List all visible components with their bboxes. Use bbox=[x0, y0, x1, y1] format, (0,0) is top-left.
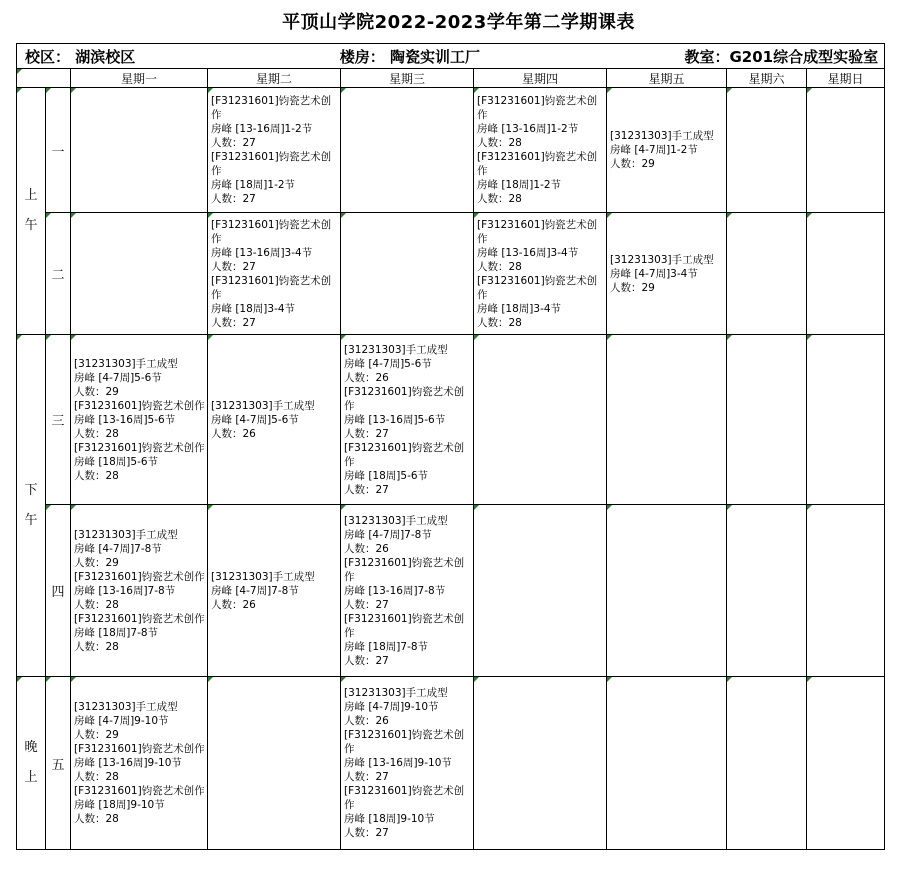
course-line: 房峰 [18周]3-4节 bbox=[477, 302, 562, 315]
course-line: [F31231601]钧瓷艺术创作 bbox=[74, 441, 205, 454]
course-line: 房峰 [18周]7-8节 bbox=[344, 640, 429, 653]
course-line: 人数：29 bbox=[610, 281, 655, 294]
course-line: [31231303]手工成型 bbox=[610, 130, 714, 142]
course-line: 人数：27 bbox=[211, 193, 256, 205]
course-line: [F31231601]钧瓷艺术创作 bbox=[344, 385, 465, 412]
course-line: 房峰 [18周]3-4节 bbox=[211, 302, 296, 315]
cell-s4-mon bbox=[71, 505, 208, 677]
course-line: 人数：28 bbox=[74, 427, 119, 440]
course-line: [F31231601]钧瓷艺术创作 bbox=[344, 785, 465, 811]
cell-s4-thu bbox=[474, 505, 607, 677]
course-line: 人数：27 bbox=[211, 316, 256, 329]
course-line: 人数：27 bbox=[344, 427, 389, 440]
section-label-3: 三 bbox=[46, 335, 71, 505]
day-header-tue: 星期二 bbox=[208, 69, 341, 88]
course-line: 房峰 [13-16周]3-4节 bbox=[477, 246, 579, 259]
cell-s5-thu bbox=[474, 677, 607, 850]
course-line: 人数：26 bbox=[211, 598, 256, 611]
period-evening: 晚 上 bbox=[17, 677, 46, 850]
page-title: 平顶山学院2022-2023学年第二学期课表 bbox=[282, 12, 635, 33]
course-line: [F31231601]钧瓷艺术创作 bbox=[74, 743, 205, 755]
day-header-mon: 星期一 bbox=[71, 69, 208, 88]
course-line: [F31231601]钧瓷艺术创作 bbox=[477, 274, 598, 301]
course-line: [31231303]手工成型 bbox=[74, 357, 178, 370]
course-line: 房峰 [4-7周]5-6节 bbox=[74, 371, 162, 384]
row-section-4 bbox=[17, 505, 885, 677]
course-line: 房峰 [18周]9-10节 bbox=[344, 813, 435, 825]
schedule-table bbox=[16, 43, 885, 850]
course-line: 房峰 [4-7周]1-2节 bbox=[610, 144, 698, 156]
cell-s1-mon bbox=[71, 88, 208, 213]
course-line: [31231303]手工成型 bbox=[211, 570, 315, 583]
day-header-sat: 星期六 bbox=[727, 69, 807, 88]
course-line: 房峰 [18周]5-6节 bbox=[344, 469, 429, 482]
cell-s5-mon bbox=[71, 677, 208, 850]
course-line: 房峰 [4-7周]7-8节 bbox=[74, 542, 162, 555]
cell-s3-fri bbox=[607, 335, 727, 505]
course-line: 房峰 [4-7周]3-4节 bbox=[610, 267, 698, 280]
course-line: 人数：26 bbox=[344, 371, 389, 384]
cell-s2-mon bbox=[71, 213, 208, 335]
cell-s1-sat bbox=[727, 88, 807, 213]
course-line: 房峰 [13-16周]7-8节 bbox=[74, 584, 176, 597]
course-line: 人数：28 bbox=[74, 771, 119, 783]
course-line: 人数：29 bbox=[74, 556, 119, 569]
section-label-2: 二 bbox=[46, 213, 71, 335]
course-line: [F31231601]钧瓷艺术创作 bbox=[211, 274, 332, 301]
cell-s4-sat bbox=[727, 505, 807, 677]
course-line: 人数：28 bbox=[74, 813, 119, 825]
course-line: [F31231601]钧瓷艺术创作 bbox=[344, 556, 465, 583]
course-line: 房峰 [13-16周]1-2节 bbox=[477, 123, 579, 135]
course-line: 人数：28 bbox=[477, 137, 522, 149]
cell-s2-sun bbox=[807, 213, 885, 335]
period-afternoon: 下 午 bbox=[17, 335, 46, 677]
row-section-2 bbox=[17, 213, 885, 335]
cell-s3-sat bbox=[727, 335, 807, 505]
course-line: 房峰 [4-7周]7-8节 bbox=[344, 528, 432, 541]
section-label-5: 五 bbox=[46, 677, 71, 850]
course-line: 人数：27 bbox=[344, 771, 389, 783]
cell-s2-fri bbox=[607, 213, 727, 335]
course-line: 房峰 [4-7周]7-8节 bbox=[211, 584, 299, 597]
course-line: [F31231601]钧瓷艺术创作 bbox=[344, 441, 465, 468]
cell-s4-fri bbox=[607, 505, 727, 677]
day-header-wed: 星期三 bbox=[341, 69, 474, 88]
corner-cell bbox=[17, 69, 71, 88]
period-morning: 上 午 bbox=[17, 88, 46, 335]
cell-s2-sat bbox=[727, 213, 807, 335]
cell-s5-wed bbox=[341, 677, 474, 850]
campus-label: 校区： 湖滨校区 bbox=[25, 47, 136, 66]
cell-s1-wed bbox=[341, 88, 474, 213]
course-line: 人数：29 bbox=[74, 729, 119, 741]
section-label-4: 四 bbox=[46, 505, 71, 677]
course-line: [F31231601]钧瓷艺术创作 bbox=[211, 218, 332, 245]
course-line: [F31231601]钧瓷艺术创作 bbox=[477, 95, 598, 121]
course-line: [F31231601]钧瓷艺术创作 bbox=[74, 612, 205, 625]
course-line: 人数：28 bbox=[74, 640, 119, 653]
cell-s5-sun bbox=[807, 677, 885, 850]
course-line: 人数：26 bbox=[344, 715, 389, 727]
cell-s1-thu bbox=[474, 88, 607, 213]
header-row bbox=[17, 69, 885, 88]
course-line: 房峰 [13-16周]5-6节 bbox=[344, 413, 446, 426]
course-line: 人数：28 bbox=[477, 193, 522, 205]
course-line: [F31231601]钧瓷艺术创作 bbox=[344, 612, 465, 639]
cell-s2-wed bbox=[341, 213, 474, 335]
cell-s3-mon bbox=[71, 335, 208, 505]
cell-s1-tue bbox=[208, 88, 341, 213]
day-header-fri: 星期五 bbox=[607, 69, 727, 88]
course-line: [F31231601]钧瓷艺术创作 bbox=[477, 151, 598, 177]
course-line: 人数：27 bbox=[344, 598, 389, 611]
course-line: 房峰 [13-16周]5-6节 bbox=[74, 413, 176, 426]
course-line: 房峰 [18周]1-2节 bbox=[477, 179, 562, 191]
course-line: 房峰 [13-16周]1-2节 bbox=[211, 123, 313, 135]
cell-s5-sat bbox=[727, 677, 807, 850]
course-line: 房峰 [13-16周]7-8节 bbox=[344, 584, 446, 597]
course-line: [31231303]手工成型 bbox=[610, 253, 714, 266]
course-line: 房峰 [18周]9-10节 bbox=[74, 799, 165, 811]
cell-s5-tue bbox=[208, 677, 341, 850]
row-section-3 bbox=[17, 335, 885, 505]
course-line: 房峰 [4-7周]9-10节 bbox=[344, 701, 439, 713]
course-line: [31231303]手工成型 bbox=[74, 701, 178, 713]
cell-s1-fri bbox=[607, 88, 727, 213]
course-line: [F31231601]钧瓷艺术创作 bbox=[211, 95, 332, 121]
cell-s4-wed bbox=[341, 505, 474, 677]
course-line: 人数：28 bbox=[477, 316, 522, 329]
course-line: [F31231601]钧瓷艺术创作 bbox=[477, 218, 598, 245]
course-line: 房峰 [13-16周]3-4节 bbox=[211, 246, 313, 259]
course-line: 人数：27 bbox=[211, 260, 256, 273]
course-line: 人数：27 bbox=[344, 483, 389, 496]
course-line: 人数：26 bbox=[344, 542, 389, 555]
course-line: 房峰 [4-7周]5-6节 bbox=[211, 413, 299, 426]
course-line: 人数：27 bbox=[344, 827, 389, 839]
course-line: [F31231601]钧瓷艺术创作 bbox=[74, 399, 205, 412]
cell-s2-thu bbox=[474, 213, 607, 335]
course-line: 人数：29 bbox=[74, 385, 119, 398]
cell-s3-tue bbox=[208, 335, 341, 505]
cell-s3-wed bbox=[341, 335, 474, 505]
course-line: [31231303]手工成型 bbox=[344, 687, 448, 699]
cell-s4-tue bbox=[208, 505, 341, 677]
course-line: 房峰 [13-16周]9-10节 bbox=[74, 757, 182, 769]
course-line: 房峰 [18周]1-2节 bbox=[211, 179, 296, 191]
course-line: [F31231601]钧瓷艺术创作 bbox=[74, 570, 205, 583]
course-line: [F31231601]钧瓷艺术创作 bbox=[74, 785, 205, 797]
classroom-label: 教室：G201综合成型实验室 bbox=[684, 47, 879, 66]
course-line: 房峰 [18周]7-8节 bbox=[74, 626, 159, 639]
cell-s4-sun bbox=[807, 505, 885, 677]
day-header-thu: 星期四 bbox=[474, 69, 607, 88]
course-line: 人数：28 bbox=[74, 469, 119, 482]
section-label-1: 一 bbox=[46, 88, 71, 213]
building-label: 楼房： 陶瓷实训工厂 bbox=[339, 47, 480, 66]
info-row bbox=[17, 44, 885, 69]
course-line: 人数：26 bbox=[211, 427, 256, 440]
course-line: [31231303]手工成型 bbox=[211, 399, 315, 412]
course-line: 房峰 [4-7周]5-6节 bbox=[344, 357, 432, 370]
course-line: 房峰 [18周]5-6节 bbox=[74, 455, 159, 468]
course-line: [F31231601]钧瓷艺术创作 bbox=[344, 729, 465, 755]
course-line: [31231303]手工成型 bbox=[344, 514, 448, 527]
cell-s5-fri bbox=[607, 677, 727, 850]
course-line: 房峰 [13-16周]9-10节 bbox=[344, 757, 452, 769]
course-line: [31231303]手工成型 bbox=[74, 528, 178, 541]
course-line: 房峰 [4-7周]9-10节 bbox=[74, 715, 169, 727]
cell-s3-sun bbox=[807, 335, 885, 505]
course-line: 人数：29 bbox=[610, 158, 655, 170]
cell-s1-sun bbox=[807, 88, 885, 213]
day-header-sun: 星期日 bbox=[807, 69, 885, 88]
row-section-1 bbox=[17, 88, 885, 213]
cell-s3-thu bbox=[474, 335, 607, 505]
row-section-5 bbox=[17, 677, 885, 850]
course-line: 人数：27 bbox=[344, 654, 389, 667]
course-line: 人数：27 bbox=[211, 137, 256, 149]
course-line: 人数：28 bbox=[74, 598, 119, 611]
course-line: [31231303]手工成型 bbox=[344, 343, 448, 356]
cell-s2-tue bbox=[208, 213, 341, 335]
course-line: [F31231601]钧瓷艺术创作 bbox=[211, 151, 332, 177]
course-line: 人数：28 bbox=[477, 260, 522, 273]
